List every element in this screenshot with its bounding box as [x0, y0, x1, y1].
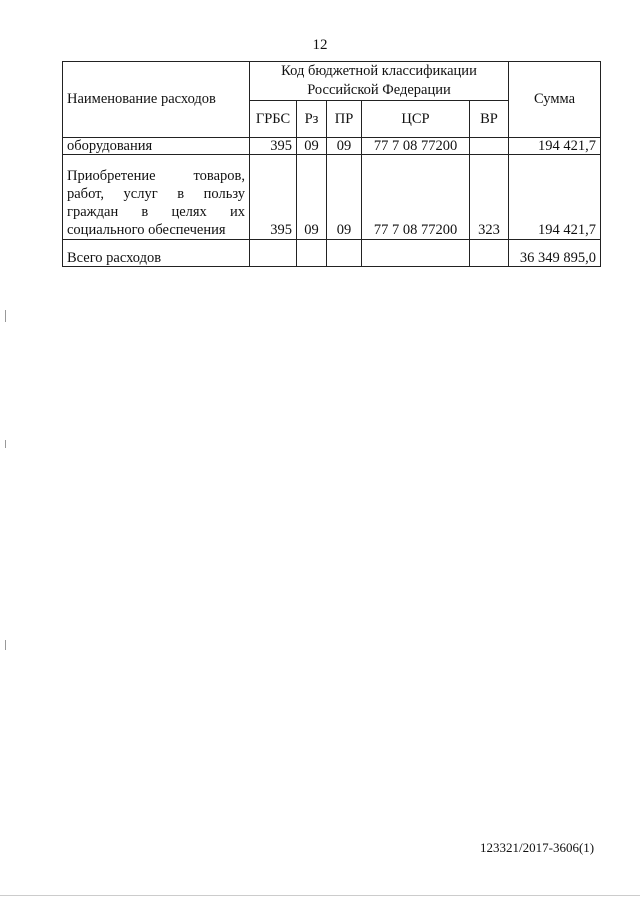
- table-row: [63, 138, 601, 155]
- row-name: Всего расходов: [63, 240, 250, 267]
- header-sum: Сумма: [509, 62, 601, 138]
- document-code: 123321/2017-3606(1): [480, 840, 595, 855]
- header-grbs: ГРБС: [250, 101, 297, 138]
- row-vr: 323: [470, 155, 509, 240]
- row-rz: 09: [297, 155, 327, 240]
- row-rz: [297, 240, 327, 267]
- header-pr: ПР: [327, 101, 362, 138]
- header-expense-name: Наименование расходов: [63, 62, 250, 138]
- row-csr: [362, 240, 470, 267]
- budget-expenses-table: [62, 61, 601, 267]
- row-name: оборудования: [63, 138, 250, 155]
- header-rz: Рз: [297, 101, 327, 138]
- scan-mark: [5, 440, 6, 448]
- row-name: Приобретение товаров, работ, услуг в пользу граждан в целях их социального обеспечения: [63, 155, 250, 240]
- scan-mark: [5, 310, 6, 322]
- row-rz: 09: [297, 138, 327, 155]
- row-csr: 77 7 08 77200: [362, 138, 470, 155]
- header-budget-code: Код бюджетной классификации Российской Федерации: [250, 62, 509, 101]
- table-row: [63, 155, 601, 240]
- scan-mark: [5, 640, 6, 650]
- row-vr: [470, 240, 509, 267]
- row-sum: 36 349 895,0: [509, 240, 601, 267]
- row-grbs: [250, 240, 297, 267]
- row-sum: 194 421,7: [509, 155, 601, 240]
- row-vr: [470, 138, 509, 155]
- header-csr: ЦСР: [362, 101, 470, 138]
- scan-edge: [0, 895, 640, 896]
- row-csr: 77 7 08 77200: [362, 155, 470, 240]
- row-grbs: 395: [250, 138, 297, 155]
- row-sum: 194 421,7: [509, 138, 601, 155]
- row-pr: [327, 240, 362, 267]
- row-pr: 09: [327, 155, 362, 240]
- row-pr: 09: [327, 138, 362, 155]
- table-row-total: [63, 240, 601, 267]
- page-number: 12: [312, 37, 328, 53]
- header-vr: ВР: [470, 101, 509, 138]
- row-grbs: 395: [250, 155, 297, 240]
